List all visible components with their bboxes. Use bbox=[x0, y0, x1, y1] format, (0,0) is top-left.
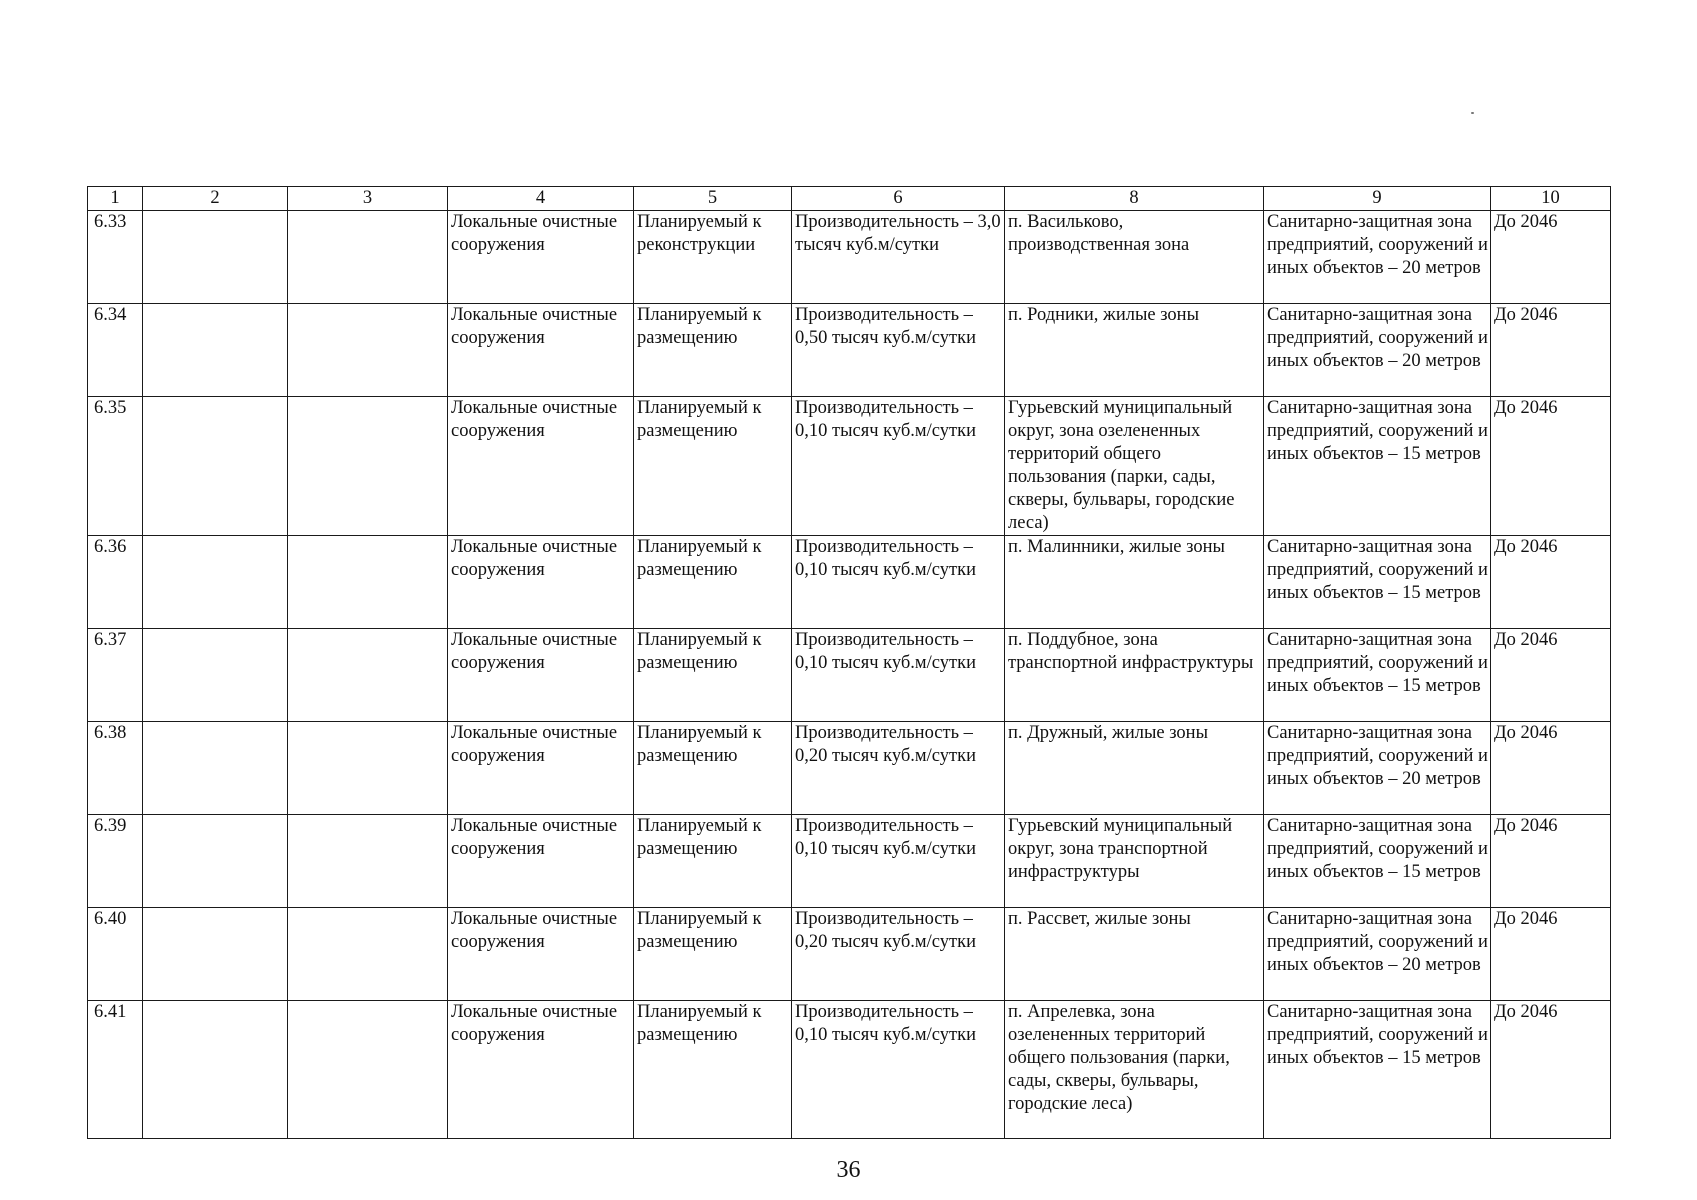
term-cell: До 2046 bbox=[1491, 722, 1611, 815]
column-2-cell bbox=[143, 304, 288, 397]
object-name-cell: Локальные очистные сооружения bbox=[448, 908, 634, 1001]
location-cell: п. Апрелевка, зона озелененных территорий общего пользования (парки, сады, скверы, бульвары, городские леса) bbox=[1005, 1001, 1264, 1139]
sanitary-zone-cell: Санитарно-защитная зона предприятий, сооружений и иных объектов – 20 метров bbox=[1264, 908, 1491, 1001]
sanitary-zone-cell: Санитарно-защитная зона предприятий, сооружений и иных объектов – 20 метров bbox=[1264, 304, 1491, 397]
table-row bbox=[88, 1001, 1611, 1139]
term-cell: До 2046 bbox=[1491, 908, 1611, 1001]
term-cell: До 2046 bbox=[1491, 397, 1611, 536]
table-row bbox=[88, 908, 1611, 1001]
object-status-cell: Планируемый к размещению bbox=[634, 629, 792, 722]
term-cell: До 2046 bbox=[1491, 536, 1611, 629]
term-cell: До 2046 bbox=[1491, 211, 1611, 304]
location-cell: Гурьевский муниципальный округ, зона транспортной инфраструктуры bbox=[1005, 815, 1264, 908]
row-number-cell: 6.38 bbox=[88, 722, 143, 815]
object-name-cell: Локальные очистные сооружения bbox=[448, 815, 634, 908]
row-number-cell: 6.35 bbox=[88, 397, 143, 536]
column-2-cell bbox=[143, 536, 288, 629]
location-cell: п. Поддубное, зона транспортной инфраструктуры bbox=[1005, 629, 1264, 722]
column-3-cell bbox=[288, 304, 448, 397]
object-name-cell: Локальные очистные сооружения bbox=[448, 536, 634, 629]
column-2-cell bbox=[143, 908, 288, 1001]
page-number: 36 bbox=[836, 1157, 861, 1183]
header-cell: 2 bbox=[143, 187, 288, 211]
term-cell: До 2046 bbox=[1491, 815, 1611, 908]
column-3-cell bbox=[288, 1001, 448, 1139]
capacity-cell: Производительность – 0,10 тысяч куб.м/сутки bbox=[792, 536, 1005, 629]
table-row bbox=[88, 722, 1611, 815]
sanitary-zone-cell: Санитарно-защитная зона предприятий, сооружений и иных объектов – 20 метров bbox=[1264, 722, 1491, 815]
object-status-cell: Планируемый к размещению bbox=[634, 1001, 792, 1139]
object-name-cell: Локальные очистные сооружения bbox=[448, 304, 634, 397]
capacity-cell: Производительность – 0,10 тысяч куб.м/сутки bbox=[792, 815, 1005, 908]
header-cell: 1 bbox=[88, 187, 143, 211]
table-row bbox=[88, 629, 1611, 722]
object-status-cell: Планируемый к размещению bbox=[634, 908, 792, 1001]
header-cell: 6 bbox=[792, 187, 1005, 211]
row-number-cell: 6.41 bbox=[88, 1001, 143, 1139]
scan-speck bbox=[1471, 112, 1474, 114]
header-cell: 8 bbox=[1005, 187, 1264, 211]
capacity-cell: Производительность – 0,10 тысяч куб.м/сутки bbox=[792, 629, 1005, 722]
location-cell: п. Малинники, жилые зоны bbox=[1005, 536, 1264, 629]
sanitary-zone-cell: Санитарно-защитная зона предприятий, сооружений и иных объектов – 20 метров bbox=[1264, 211, 1491, 304]
capacity-cell: Производительность – 0,10 тысяч куб.м/сутки bbox=[792, 1001, 1005, 1139]
object-name-cell: Локальные очистные сооружения bbox=[448, 629, 634, 722]
sanitary-zone-cell: Санитарно-защитная зона предприятий, сооружений и иных объектов – 15 метров bbox=[1264, 1001, 1491, 1139]
object-status-cell: Планируемый к размещению bbox=[634, 722, 792, 815]
capacity-cell: Производительность – 0,20 тысяч куб.м/сутки bbox=[792, 908, 1005, 1001]
capacity-cell: Производительность – 0,10 тысяч куб.м/сутки bbox=[792, 397, 1005, 536]
table-row bbox=[88, 211, 1611, 304]
term-cell: До 2046 bbox=[1491, 629, 1611, 722]
object-name-cell: Локальные очистные сооружения bbox=[448, 1001, 634, 1139]
object-name-cell: Локальные очистные сооружения bbox=[448, 211, 634, 304]
object-name-cell: Локальные очистные сооружения bbox=[448, 722, 634, 815]
column-3-cell bbox=[288, 536, 448, 629]
table-row bbox=[88, 397, 1611, 536]
column-2-cell bbox=[143, 397, 288, 536]
column-2-cell bbox=[143, 1001, 288, 1139]
column-2-cell bbox=[143, 815, 288, 908]
sanitary-zone-cell: Санитарно-защитная зона предприятий, сооружений и иных объектов – 15 метров bbox=[1264, 815, 1491, 908]
column-2-cell bbox=[143, 629, 288, 722]
term-cell: До 2046 bbox=[1491, 1001, 1611, 1139]
table-row bbox=[88, 304, 1611, 397]
sanitary-zone-cell: Санитарно-защитная зона предприятий, сооружений и иных объектов – 15 метров bbox=[1264, 629, 1491, 722]
location-cell: п. Родники, жилые зоны bbox=[1005, 304, 1264, 397]
column-2-cell bbox=[143, 211, 288, 304]
header-cell: 3 bbox=[288, 187, 448, 211]
row-number-cell: 6.39 bbox=[88, 815, 143, 908]
sanitary-zone-cell: Санитарно-защитная зона предприятий, сооружений и иных объектов – 15 метров bbox=[1264, 397, 1491, 536]
object-status-cell: Планируемый к размещению bbox=[634, 815, 792, 908]
row-number-cell: 6.36 bbox=[88, 536, 143, 629]
capacity-cell: Производительность – 3,0 тысяч куб.м/сутки bbox=[792, 211, 1005, 304]
row-number-cell: 6.40 bbox=[88, 908, 143, 1001]
location-cell: п. Дружный, жилые зоны bbox=[1005, 722, 1264, 815]
capacity-cell: Производительность – 0,50 тысяч куб.м/сутки bbox=[792, 304, 1005, 397]
column-2-cell bbox=[143, 722, 288, 815]
column-3-cell bbox=[288, 908, 448, 1001]
object-status-cell: Планируемый к размещению bbox=[634, 304, 792, 397]
object-name-cell: Локальные очистные сооружения bbox=[448, 397, 634, 536]
object-status-cell: Планируемый к реконструкции bbox=[634, 211, 792, 304]
location-cell: Гурьевский муниципальный округ, зона озелененных территорий общего пользования (парки, сады, скверы, бульвары, городские леса) bbox=[1005, 397, 1264, 536]
column-3-cell bbox=[288, 722, 448, 815]
column-3-cell bbox=[288, 815, 448, 908]
header-cell: 4 bbox=[448, 187, 634, 211]
column-3-cell bbox=[288, 397, 448, 536]
header-cell: 5 bbox=[634, 187, 792, 211]
header-cell: 9 bbox=[1264, 187, 1491, 211]
column-3-cell bbox=[288, 629, 448, 722]
table-row bbox=[88, 536, 1611, 629]
location-cell: п. Васильково, производственная зона bbox=[1005, 211, 1264, 304]
column-3-cell bbox=[288, 211, 448, 304]
object-status-cell: Планируемый к размещению bbox=[634, 397, 792, 536]
header-cell: 10 bbox=[1491, 187, 1611, 211]
row-number-cell: 6.33 bbox=[88, 211, 143, 304]
object-status-cell: Планируемый к размещению bbox=[634, 536, 792, 629]
term-cell: До 2046 bbox=[1491, 304, 1611, 397]
row-number-cell: 6.34 bbox=[88, 304, 143, 397]
table-row bbox=[88, 815, 1611, 908]
header-row bbox=[88, 187, 1611, 211]
row-number-cell: 6.37 bbox=[88, 629, 143, 722]
sanitary-zone-cell: Санитарно-защитная зона предприятий, сооружений и иных объектов – 15 метров bbox=[1264, 536, 1491, 629]
objects-table bbox=[87, 186, 1611, 1139]
capacity-cell: Производительность – 0,20 тысяч куб.м/сутки bbox=[792, 722, 1005, 815]
location-cell: п. Рассвет, жилые зоны bbox=[1005, 908, 1264, 1001]
